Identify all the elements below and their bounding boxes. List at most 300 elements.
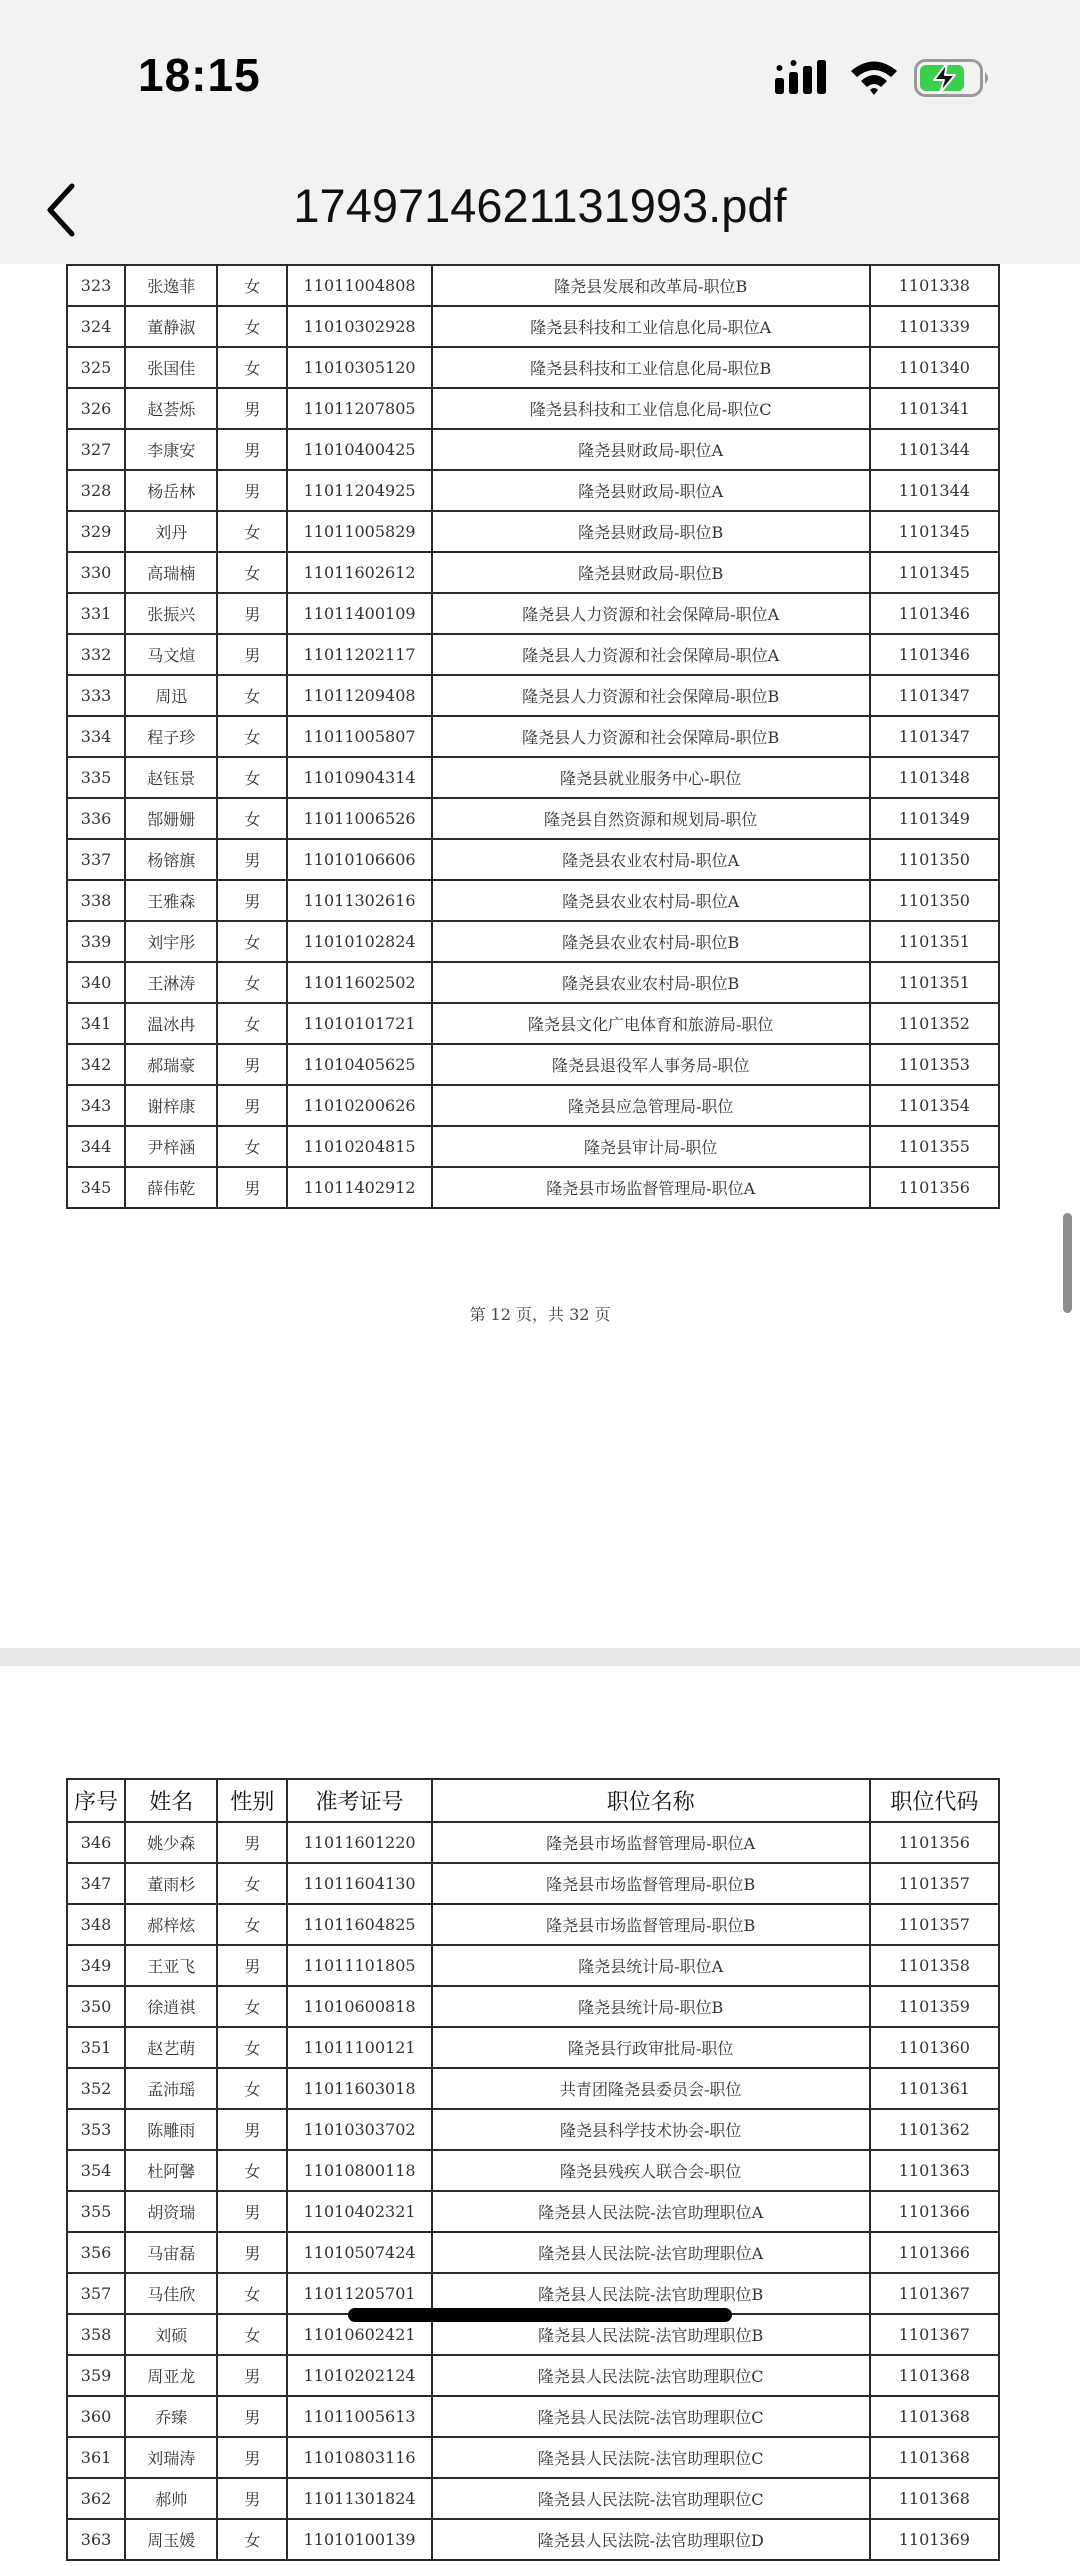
- cell-seq: 356: [67, 2232, 125, 2273]
- cell-exam-id: 11011603018: [287, 2068, 431, 2109]
- cell-seq: 328: [67, 470, 125, 511]
- cell-seq: 346: [67, 1822, 125, 1863]
- cell-seq: 338: [67, 880, 125, 921]
- cell-position: 隆尧县市场监督管理局-职位B: [432, 1863, 870, 1904]
- cell-gender: 男: [217, 2437, 287, 2478]
- cell-position-code: 1101357: [870, 1904, 999, 1945]
- cell-position: 隆尧县审计局-职位: [432, 1126, 870, 1167]
- cell-position: 隆尧县人力资源和社会保障局-职位A: [432, 634, 870, 675]
- table-row: [67, 593, 999, 634]
- cell-name: 董静淑: [125, 306, 217, 347]
- cell-position-code: 1101368: [870, 2437, 999, 2478]
- cell-position-code: 1101346: [870, 593, 999, 634]
- cell-position-code: 1101359: [870, 1986, 999, 2027]
- table-row: [67, 2478, 999, 2519]
- cell-name: 程子珍: [125, 716, 217, 757]
- cell-position: 隆尧县财政局-职位B: [432, 552, 870, 593]
- cell-gender: 女: [217, 1003, 287, 1044]
- table-row: [67, 1003, 999, 1044]
- cell-gender: 男: [217, 634, 287, 675]
- cell-name: 杜阿馨: [125, 2150, 217, 2191]
- cell-exam-id: 11010200626: [287, 1085, 431, 1126]
- cell-position-code: 1101356: [870, 1822, 999, 1863]
- cell-position-code: 1101358: [870, 1945, 999, 1986]
- cell-name: 董雨杉: [125, 1863, 217, 1904]
- cell-gender: 男: [217, 2396, 287, 2437]
- cell-seq: 340: [67, 962, 125, 1003]
- cell-position: 隆尧县科学技术协会-职位: [432, 2109, 870, 2150]
- table-row: [67, 757, 999, 798]
- cell-seq: 326: [67, 388, 125, 429]
- cell-name: 胡资瑞: [125, 2191, 217, 2232]
- cell-name: 郜姗姗: [125, 798, 217, 839]
- cell-position: 隆尧县农业农村局-职位A: [432, 839, 870, 880]
- cell-gender: 男: [217, 2232, 287, 2273]
- cell-position-code: 1101351: [870, 921, 999, 962]
- cell-exam-id: 11011602502: [287, 962, 431, 1003]
- table-row: [67, 1986, 999, 2027]
- cell-position: 隆尧县就业服务中心-职位: [432, 757, 870, 798]
- cell-position: 隆尧县财政局-职位A: [432, 470, 870, 511]
- cell-exam-id: 11011005807: [287, 716, 431, 757]
- table-row: [67, 634, 999, 675]
- table-row: [67, 347, 999, 388]
- cell-seq: 348: [67, 1904, 125, 1945]
- table-row: [67, 1167, 999, 1208]
- cell-seq: 355: [67, 2191, 125, 2232]
- table-row: [67, 1945, 999, 1986]
- cell-position: 隆尧县人民法院-法官助理职位C: [432, 2478, 870, 2519]
- cell-position: 隆尧县农业农村局-职位A: [432, 880, 870, 921]
- table-row: [67, 2027, 999, 2068]
- header-gender: 性别: [217, 1779, 287, 1822]
- table-row: [67, 839, 999, 880]
- cell-position-code: 1101367: [870, 2273, 999, 2314]
- cell-seq: 343: [67, 1085, 125, 1126]
- cell-position-code: 1101350: [870, 880, 999, 921]
- cell-seq: 334: [67, 716, 125, 757]
- wifi-icon: [848, 58, 900, 96]
- table-row: [67, 2109, 999, 2150]
- cell-position: 隆尧县人民法院-法官助理职位C: [432, 2355, 870, 2396]
- cell-gender: 女: [217, 1904, 287, 1945]
- cell-position: 隆尧县人力资源和社会保障局-职位B: [432, 716, 870, 757]
- table-row: [67, 798, 999, 839]
- cell-name: 赵艺萌: [125, 2027, 217, 2068]
- table-row: [67, 962, 999, 1003]
- cellular-signal-icon: [773, 60, 831, 96]
- cell-gender: 女: [217, 1863, 287, 1904]
- scroll-indicator[interactable]: [1063, 1213, 1072, 1313]
- cell-name: 尹梓涵: [125, 1126, 217, 1167]
- cell-name: 乔臻: [125, 2396, 217, 2437]
- cell-position-code: 1101368: [870, 2396, 999, 2437]
- status-time: 18:15: [138, 49, 261, 101]
- cell-gender: 女: [217, 1986, 287, 2027]
- cell-exam-id: 11010106606: [287, 839, 431, 880]
- table-row: [67, 2355, 999, 2396]
- cell-gender: 女: [217, 675, 287, 716]
- table-row: [67, 1044, 999, 1085]
- cell-exam-id: 11011100121: [287, 2027, 431, 2068]
- table-row: [67, 388, 999, 429]
- cell-seq: 324: [67, 306, 125, 347]
- cell-exam-id: 11010402321: [287, 2191, 431, 2232]
- cell-position-code: 1101347: [870, 716, 999, 757]
- pdf-page-13: [0, 1666, 1080, 2566]
- cell-seq: 358: [67, 2314, 125, 2355]
- cell-position-code: 1101338: [870, 265, 999, 306]
- table-row: [67, 1863, 999, 1904]
- cell-position: 隆尧县科技和工业信息化局-职位A: [432, 306, 870, 347]
- cell-name: 郝瑞豪: [125, 1044, 217, 1085]
- cell-exam-id: 11010101721: [287, 1003, 431, 1044]
- cell-name: 李康安: [125, 429, 217, 470]
- table-row: [67, 716, 999, 757]
- cell-seq: 361: [67, 2437, 125, 2478]
- cell-position-code: 1101362: [870, 2109, 999, 2150]
- cell-position: 隆尧县农业农村局-职位B: [432, 962, 870, 1003]
- cell-exam-id: 11011006526: [287, 798, 431, 839]
- cell-gender: 女: [217, 757, 287, 798]
- cell-seq: 333: [67, 675, 125, 716]
- cell-seq: 335: [67, 757, 125, 798]
- cell-position-code: 1101363: [870, 2150, 999, 2191]
- cell-name: 刘丹: [125, 511, 217, 552]
- cell-name: 王雅森: [125, 880, 217, 921]
- cell-position-code: 1101354: [870, 1085, 999, 1126]
- cell-exam-id: 11011202117: [287, 634, 431, 675]
- cell-exam-id: 11011005829: [287, 511, 431, 552]
- cell-name: 赵钰景: [125, 757, 217, 798]
- cell-gender: 女: [217, 1126, 287, 1167]
- cell-position-code: 1101353: [870, 1044, 999, 1085]
- cell-exam-id: 11011400109: [287, 593, 431, 634]
- cell-seq: 325: [67, 347, 125, 388]
- cell-gender: 女: [217, 2068, 287, 2109]
- table-row: [67, 306, 999, 347]
- cell-name: 郝帅: [125, 2478, 217, 2519]
- cell-name: 周迅: [125, 675, 217, 716]
- cell-gender: 男: [217, 1044, 287, 1085]
- cell-position: 隆尧县人民法院-法官助理职位A: [432, 2232, 870, 2273]
- cell-position: 隆尧县残疾人联合会-职位: [432, 2150, 870, 2191]
- cell-name: 陈雕雨: [125, 2109, 217, 2150]
- cell-gender: 女: [217, 2273, 287, 2314]
- cell-position-code: 1101345: [870, 511, 999, 552]
- cell-seq: 360: [67, 2396, 125, 2437]
- status-bar: [0, 0, 1080, 150]
- cell-exam-id: 11010400425: [287, 429, 431, 470]
- cell-name: 高瑞楠: [125, 552, 217, 593]
- cell-seq: 345: [67, 1167, 125, 1208]
- table-row: [67, 921, 999, 962]
- cell-gender: 男: [217, 593, 287, 634]
- cell-gender: 男: [217, 1167, 287, 1208]
- cell-position: 隆尧县文化广电体育和旅游局-职位: [432, 1003, 870, 1044]
- cell-exam-id: 11010800118: [287, 2150, 431, 2191]
- cell-exam-id: 11010102824: [287, 921, 431, 962]
- pdf-page-12: [0, 264, 1080, 1648]
- table-row: [67, 470, 999, 511]
- cell-position: 隆尧县科技和工业信息化局-职位B: [432, 347, 870, 388]
- cell-position: 隆尧县市场监督管理局-职位B: [432, 1904, 870, 1945]
- cell-exam-id: 11011402912: [287, 1167, 431, 1208]
- cell-gender: 男: [217, 2478, 287, 2519]
- cell-exam-id: 11010600818: [287, 1986, 431, 2027]
- cell-position-code: 1101341: [870, 388, 999, 429]
- cell-position-code: 1101366: [870, 2191, 999, 2232]
- cell-seq: 362: [67, 2478, 125, 2519]
- cell-gender: 女: [217, 2150, 287, 2191]
- cell-exam-id: 11011302616: [287, 880, 431, 921]
- table-row: [67, 1822, 999, 1863]
- cell-gender: 男: [217, 2191, 287, 2232]
- cell-position-code: 1101357: [870, 1863, 999, 1904]
- cell-name: 刘瑞涛: [125, 2437, 217, 2478]
- table-row: [67, 880, 999, 921]
- cell-name: 杨岳林: [125, 470, 217, 511]
- cell-gender: 女: [217, 347, 287, 388]
- cell-position-code: 1101369: [870, 2519, 999, 2560]
- cell-position: 隆尧县统计局-职位A: [432, 1945, 870, 1986]
- table-row: [67, 1085, 999, 1126]
- cell-seq: 332: [67, 634, 125, 675]
- home-indicator[interactable]: [348, 2308, 732, 2322]
- cell-name: 张振兴: [125, 593, 217, 634]
- cell-position-code: 1101344: [870, 470, 999, 511]
- cell-exam-id: 11010507424: [287, 2232, 431, 2273]
- cell-position: 隆尧县退役军人事务局-职位: [432, 1044, 870, 1085]
- cell-name: 王淋涛: [125, 962, 217, 1003]
- cell-position: 隆尧县人力资源和社会保障局-职位A: [432, 593, 870, 634]
- cell-seq: 336: [67, 798, 125, 839]
- cell-seq: 327: [67, 429, 125, 470]
- cell-position-code: 1101344: [870, 429, 999, 470]
- table-header-row: [67, 1779, 999, 1822]
- table-row: [67, 2519, 999, 2560]
- cell-name: 周亚龙: [125, 2355, 217, 2396]
- table-row: [67, 2437, 999, 2478]
- cell-exam-id: 11011005613: [287, 2396, 431, 2437]
- cell-position: 隆尧县人民法院-法官助理职位C: [432, 2437, 870, 2478]
- cell-seq: 339: [67, 921, 125, 962]
- cell-name: 刘硕: [125, 2314, 217, 2355]
- cell-position: 隆尧县行政审批局-职位: [432, 2027, 870, 2068]
- cell-gender: 女: [217, 2314, 287, 2355]
- cell-name: 姚少森: [125, 1822, 217, 1863]
- cell-position-code: 1101345: [870, 552, 999, 593]
- cell-seq: 357: [67, 2273, 125, 2314]
- table-row: [67, 2150, 999, 2191]
- cell-name: 徐逍祺: [125, 1986, 217, 2027]
- cell-seq: 351: [67, 2027, 125, 2068]
- cell-gender: 男: [217, 1945, 287, 1986]
- cell-gender: 男: [217, 1085, 287, 1126]
- cell-name: 马佳欣: [125, 2273, 217, 2314]
- cell-seq: 331: [67, 593, 125, 634]
- cell-gender: 女: [217, 962, 287, 1003]
- cell-name: 温冰冉: [125, 1003, 217, 1044]
- cell-position-code: 1101361: [870, 2068, 999, 2109]
- table-row: [67, 2232, 999, 2273]
- page-number-footer: 第 12 页，共 32 页: [469, 1305, 611, 1324]
- cell-gender: 女: [217, 798, 287, 839]
- cell-seq: 341: [67, 1003, 125, 1044]
- cell-position-code: 1101366: [870, 2232, 999, 2273]
- cell-exam-id: 11011101805: [287, 1945, 431, 1986]
- cell-name: 张逸菲: [125, 265, 217, 306]
- table-row: [67, 265, 999, 306]
- cell-gender: 女: [217, 306, 287, 347]
- table-row: [67, 1904, 999, 1945]
- navigation-bar: [0, 150, 1080, 268]
- cell-position-code: 1101340: [870, 347, 999, 388]
- cell-position: 隆尧县市场监督管理局-职位A: [432, 1822, 870, 1863]
- cell-position-code: 1101346: [870, 634, 999, 675]
- cell-gender: 男: [217, 839, 287, 880]
- cell-gender: 男: [217, 470, 287, 511]
- cell-position: 隆尧县统计局-职位B: [432, 1986, 870, 2027]
- cell-position: 隆尧县自然资源和规划局-职位: [432, 798, 870, 839]
- cell-position: 隆尧县农业农村局-职位B: [432, 921, 870, 962]
- cell-exam-id: 11010305120: [287, 347, 431, 388]
- cell-gender: 女: [217, 716, 287, 757]
- cell-position-code: 1101347: [870, 675, 999, 716]
- cell-exam-id: 11011604825: [287, 1904, 431, 1945]
- cell-gender: 男: [217, 880, 287, 921]
- table-row: [67, 1126, 999, 1167]
- cell-position-code: 1101350: [870, 839, 999, 880]
- cell-exam-id: 11010405625: [287, 1044, 431, 1085]
- cell-position-code: 1101368: [870, 2355, 999, 2396]
- table-row: [67, 675, 999, 716]
- cell-seq: 342: [67, 1044, 125, 1085]
- cell-seq: 353: [67, 2109, 125, 2150]
- battery-charging-icon: [914, 58, 992, 98]
- cell-position-code: 1101352: [870, 1003, 999, 1044]
- cell-seq: 359: [67, 2355, 125, 2396]
- cell-name: 赵荟烁: [125, 388, 217, 429]
- table-row: [67, 429, 999, 470]
- cell-position-code: 1101339: [870, 306, 999, 347]
- cell-seq: 337: [67, 839, 125, 880]
- cell-position-code: 1101360: [870, 2027, 999, 2068]
- cell-position: 隆尧县人民法院-法官助理职位D: [432, 2519, 870, 2560]
- table-row: [67, 2191, 999, 2232]
- cell-exam-id: 11010904314: [287, 757, 431, 798]
- cell-gender: 男: [217, 2109, 287, 2150]
- header-position: 职位名称: [432, 1779, 870, 1822]
- cell-position-code: 1101368: [870, 2478, 999, 2519]
- cell-gender: 男: [217, 429, 287, 470]
- cell-seq: 350: [67, 1986, 125, 2027]
- cell-seq: 344: [67, 1126, 125, 1167]
- cell-exam-id: 11010602421: [287, 2314, 431, 2355]
- cell-position-code: 1101348: [870, 757, 999, 798]
- cell-name: 王亚飞: [125, 1945, 217, 1986]
- table-row: [67, 2068, 999, 2109]
- cell-name: 张国佳: [125, 347, 217, 388]
- cell-exam-id: 11011205701: [287, 2273, 431, 2314]
- cell-gender: 女: [217, 2519, 287, 2560]
- cell-exam-id: 11010303702: [287, 2109, 431, 2150]
- header-name: 姓名: [125, 1779, 217, 1822]
- table-row: [67, 552, 999, 593]
- cell-seq: 323: [67, 265, 125, 306]
- cell-gender: 男: [217, 1822, 287, 1863]
- cell-position: 共青团隆尧县委员会-职位: [432, 2068, 870, 2109]
- cell-name: 马文煊: [125, 634, 217, 675]
- cell-position: 隆尧县市场监督管理局-职位A: [432, 1167, 870, 1208]
- cell-gender: 女: [217, 921, 287, 962]
- cell-position: 隆尧县应急管理局-职位: [432, 1085, 870, 1126]
- cell-exam-id: 11010100139: [287, 2519, 431, 2560]
- cell-position-code: 1101367: [870, 2314, 999, 2355]
- header-exam-id: 准考证号: [287, 1779, 431, 1822]
- cell-seq: 363: [67, 2519, 125, 2560]
- cell-name: 刘宇彤: [125, 921, 217, 962]
- document-title: 1749714621131993.pdf: [293, 179, 787, 232]
- cell-position: 隆尧县人民法院-法官助理职位A: [432, 2191, 870, 2232]
- cell-name: 郝梓炫: [125, 1904, 217, 1945]
- cell-seq: 354: [67, 2150, 125, 2191]
- cell-name: 薛伟乾: [125, 1167, 217, 1208]
- cell-name: 周玉媛: [125, 2519, 217, 2560]
- cell-gender: 男: [217, 2355, 287, 2396]
- cell-position-code: 1101349: [870, 798, 999, 839]
- header-seq: 序号: [67, 1779, 125, 1822]
- cell-exam-id: 11010204815: [287, 1126, 431, 1167]
- cell-exam-id: 11011301824: [287, 2478, 431, 2519]
- cell-exam-id: 11010803116: [287, 2437, 431, 2478]
- cell-seq: 352: [67, 2068, 125, 2109]
- cell-exam-id: 11011004808: [287, 265, 431, 306]
- cell-seq: 347: [67, 1863, 125, 1904]
- cell-name: 马宙磊: [125, 2232, 217, 2273]
- cell-position-code: 1101356: [870, 1167, 999, 1208]
- cell-exam-id: 11011207805: [287, 388, 431, 429]
- cell-name: 孟沛瑶: [125, 2068, 217, 2109]
- cell-position: 隆尧县财政局-职位A: [432, 429, 870, 470]
- cell-exam-id: 11010302928: [287, 306, 431, 347]
- cell-seq: 329: [67, 511, 125, 552]
- cell-position: 隆尧县科技和工业信息化局-职位C: [432, 388, 870, 429]
- cell-position-code: 1101355: [870, 1126, 999, 1167]
- cell-position: 隆尧县人民法院-法官助理职位B: [432, 2314, 870, 2355]
- cell-position: 隆尧县人民法院-法官助理职位C: [432, 2396, 870, 2437]
- cell-gender: 女: [217, 2027, 287, 2068]
- table-row: [67, 2396, 999, 2437]
- cell-seq: 349: [67, 1945, 125, 1986]
- table-row: [67, 511, 999, 552]
- cell-exam-id: 11011204925: [287, 470, 431, 511]
- cell-exam-id: 11010202124: [287, 2355, 431, 2396]
- pdf-content-area[interactable]: [0, 268, 1080, 2550]
- roster-table-page-12: [66, 264, 1000, 1209]
- header-position-code: 职位代码: [870, 1779, 999, 1822]
- cell-exam-id: 11011209408: [287, 675, 431, 716]
- cell-position: 隆尧县人力资源和社会保障局-职位B: [432, 675, 870, 716]
- cell-gender: 女: [217, 552, 287, 593]
- cell-gender: 男: [217, 388, 287, 429]
- cell-position: 隆尧县发展和改革局-职位B: [432, 265, 870, 306]
- cell-gender: 女: [217, 265, 287, 306]
- cell-exam-id: 11011602612: [287, 552, 431, 593]
- roster-table-page-13: [66, 1778, 1000, 2561]
- cell-exam-id: 11011604130: [287, 1863, 431, 1904]
- cell-position: 隆尧县财政局-职位B: [432, 511, 870, 552]
